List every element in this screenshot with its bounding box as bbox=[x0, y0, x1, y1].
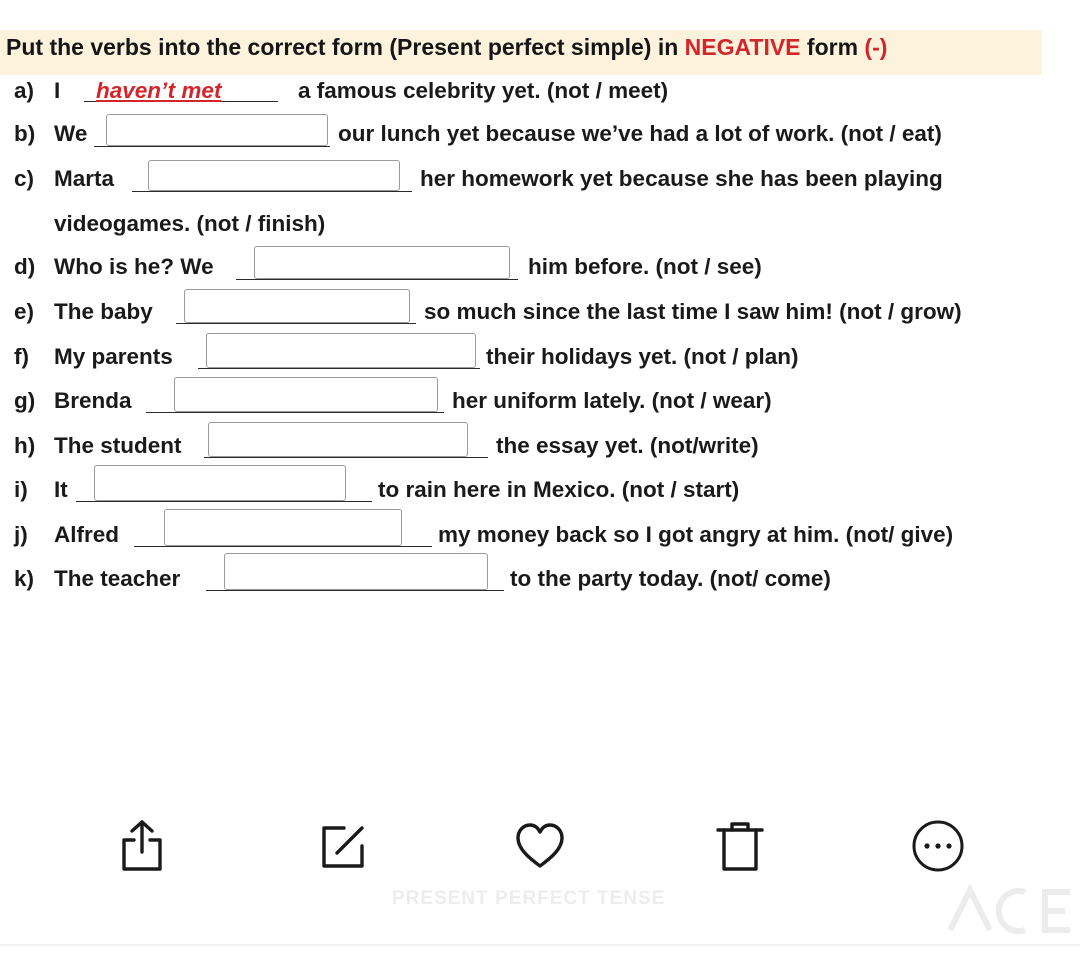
exercise-before: Who is he? We bbox=[54, 254, 214, 279]
exercise-after: my money back so I got angry at him. (not/ give) bbox=[438, 522, 954, 547]
answer-line-e bbox=[176, 323, 416, 324]
instructions-title bbox=[6, 34, 887, 61]
exercise-letter: f) bbox=[14, 344, 29, 369]
share-button[interactable] bbox=[112, 816, 172, 876]
instructions-prefix: Put the verbs into the correct form (Present perfect simple) in bbox=[6, 34, 685, 60]
exercise-after: him before. (not / see) bbox=[528, 254, 762, 279]
edit-icon bbox=[310, 816, 370, 876]
answer-line-g bbox=[146, 412, 444, 413]
exercise-before: Alfred bbox=[54, 522, 120, 547]
exercise-after: so much since the last time I saw him! (not / grow) bbox=[424, 299, 962, 324]
exercise-after: a famous celebrity yet. (not / meet) bbox=[298, 78, 669, 103]
answer-box-d[interactable] bbox=[254, 246, 510, 279]
answer-box-j[interactable] bbox=[164, 509, 402, 546]
answer-box-e[interactable] bbox=[184, 289, 410, 323]
answer-line-h bbox=[204, 457, 488, 458]
bottom-divider bbox=[0, 944, 1080, 946]
more-icon bbox=[908, 816, 968, 876]
exercise-letter: g) bbox=[14, 388, 36, 413]
answer-line-j bbox=[134, 546, 432, 547]
answer-line-k bbox=[206, 590, 504, 591]
more-button[interactable] bbox=[908, 816, 968, 876]
exercise-letter: j) bbox=[14, 522, 28, 547]
exercise-after: her uniform lately. (not / wear) bbox=[452, 388, 772, 413]
exercise-after: our lunch yet because we’ve had a lot of work. (not / eat) bbox=[338, 121, 942, 146]
answer-box-g[interactable] bbox=[174, 377, 438, 412]
instructions-negative-word: NEGATIVE bbox=[684, 34, 801, 60]
heart-icon bbox=[510, 816, 570, 876]
bottom-toolbar bbox=[0, 790, 1080, 910]
exercise-before: My parents bbox=[54, 344, 173, 369]
answer-box-b[interactable] bbox=[106, 114, 328, 146]
answer-filled-a[interactable]: haven’t met bbox=[96, 78, 222, 103]
answer-box-i[interactable] bbox=[94, 465, 346, 501]
exercise-before: I bbox=[54, 78, 61, 103]
exercise-letter: d) bbox=[14, 254, 36, 279]
instructions-suffix: form bbox=[800, 34, 865, 60]
answer-line-d bbox=[236, 279, 518, 280]
exercise-after: to the party today. (not/ come) bbox=[510, 566, 831, 591]
answer-box-k[interactable] bbox=[224, 553, 488, 590]
exercise-before: Brenda bbox=[54, 388, 132, 413]
exercise-after: her homework yet because she has been playing bbox=[420, 166, 943, 191]
answer-box-c[interactable] bbox=[148, 160, 400, 191]
exercise-after: their holidays yet. (not / plan) bbox=[486, 344, 799, 369]
edit-button[interactable] bbox=[310, 816, 370, 876]
instructions-marker: (-) bbox=[864, 34, 888, 60]
answer-line-b bbox=[94, 146, 330, 147]
exercise-letter: c) bbox=[14, 166, 35, 191]
share-icon bbox=[112, 816, 172, 876]
exercise-before: The student bbox=[54, 433, 182, 458]
exercise-before: The baby bbox=[54, 299, 153, 324]
exercise-letter: k) bbox=[14, 566, 35, 591]
exercise-before: Marta bbox=[54, 166, 115, 191]
delete-button[interactable] bbox=[710, 816, 770, 876]
exercise-after: to rain here in Mexico. (not / start) bbox=[378, 477, 740, 502]
exercise-before: We bbox=[54, 121, 88, 146]
trash-icon bbox=[710, 816, 770, 876]
exercise-continuation-c: videogames. (not / finish) bbox=[54, 211, 326, 236]
answer-line-c bbox=[132, 191, 412, 192]
answer-box-f[interactable] bbox=[206, 333, 476, 368]
exercise-letter: e) bbox=[14, 299, 35, 324]
answer-line-i bbox=[76, 501, 372, 502]
exercise-after: the essay yet. (not/write) bbox=[496, 433, 759, 458]
answer-line-f bbox=[198, 368, 480, 369]
exercise-letter: b) bbox=[14, 121, 36, 146]
exercise-before: The teacher bbox=[54, 566, 181, 591]
exercise-before: It bbox=[54, 477, 68, 502]
exercise-letter: a) bbox=[14, 78, 35, 103]
watermark-text: PRESENT PERFECT TENSE bbox=[392, 888, 666, 909]
exercise-letter: h) bbox=[14, 433, 36, 458]
answer-box-h[interactable] bbox=[208, 422, 468, 457]
exercise-letter: i) bbox=[14, 477, 28, 502]
favorite-button[interactable] bbox=[510, 816, 570, 876]
